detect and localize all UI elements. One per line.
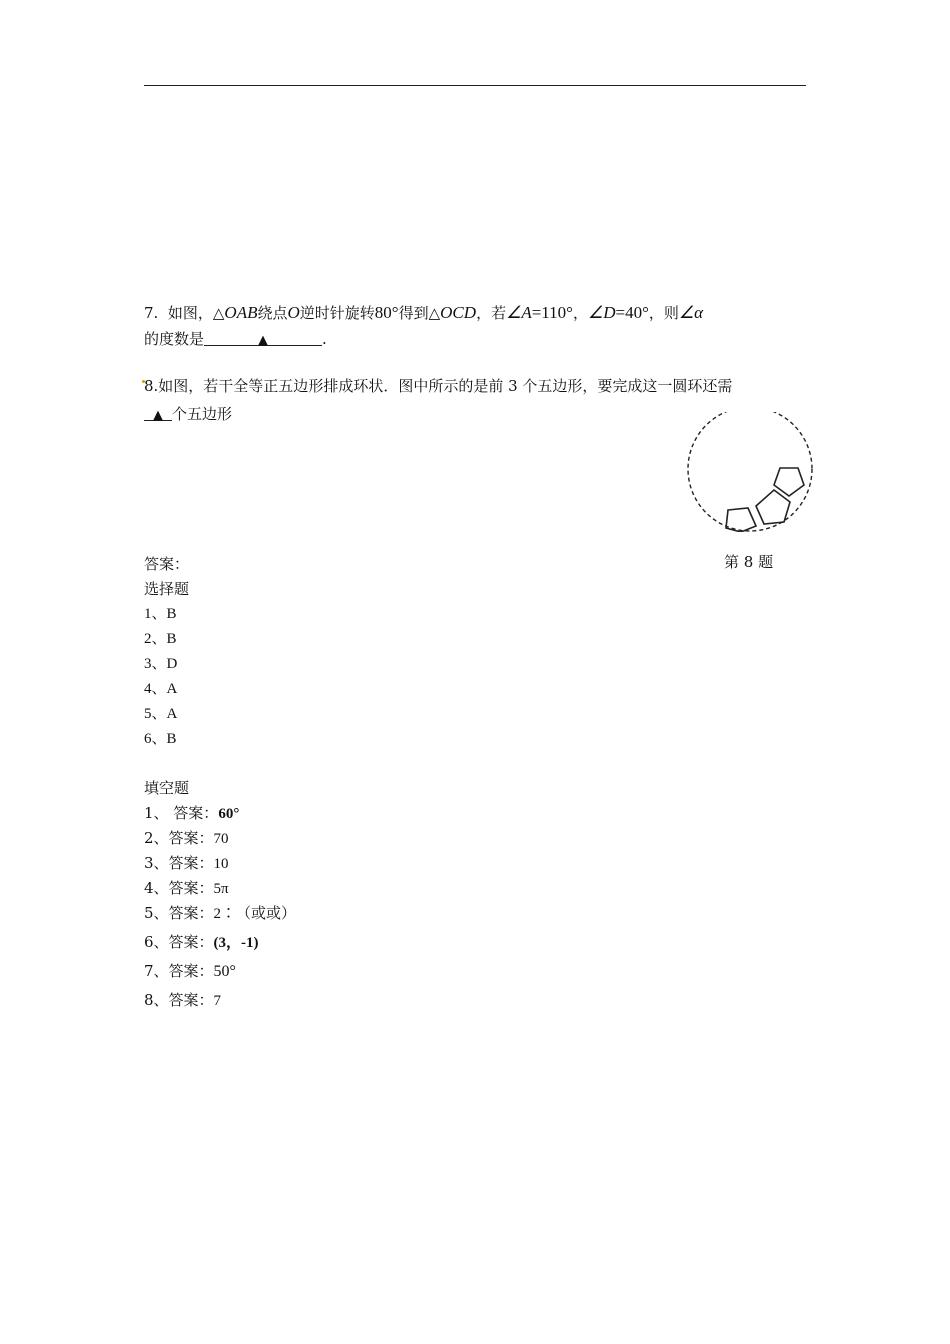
- q7-text: 得到: [398, 304, 429, 322]
- figure-caption: 第 8 题: [724, 553, 774, 571]
- fill-answer-value: 2∶（或或）: [213, 906, 297, 922]
- rotation-angle: 80°: [374, 303, 399, 322]
- q7-line-1: [144, 303, 703, 323]
- fill-answer-value: (3，-1): [213, 935, 259, 951]
- fill-answer: [144, 803, 239, 824]
- q7-text: 逆时针旋转: [299, 304, 375, 322]
- answer-blank[interactable]: [204, 329, 322, 346]
- choice-answer: 3、D: [144, 656, 178, 672]
- pentagon-3: [726, 508, 756, 532]
- q7-text: ，则: [648, 304, 679, 322]
- angle-a: ∠A: [506, 303, 532, 322]
- triangle-mark-icon: ▲: [153, 408, 163, 423]
- q8-text: 个五边形: [172, 405, 233, 423]
- q8-line-1: 8.如图，若干全等正五边形排成环状．图中所示的是前 3 个五边形，要完成这一圆环还需: [144, 377, 733, 395]
- fill-answer-prefix: 2、答案：: [144, 829, 214, 847]
- answers-heading: 答案：: [144, 555, 190, 573]
- angle-d-value: =40°: [615, 303, 649, 322]
- fill-answer: [144, 828, 229, 849]
- fill-answer-value: 70: [213, 831, 229, 847]
- choice-answer: 1、B: [144, 606, 177, 622]
- triangle-ocd: OCD: [440, 303, 477, 322]
- pentagon-1: [774, 468, 804, 496]
- fill-answer-prefix: 7、答案：: [144, 962, 214, 980]
- triangle-symbol: △: [428, 304, 441, 322]
- choice-answer: 5、A: [144, 706, 178, 722]
- fill-answer: [144, 853, 229, 874]
- fill-heading: 填空题: [144, 779, 190, 797]
- answer-blank[interactable]: [144, 404, 172, 421]
- fill-answer: [144, 878, 229, 899]
- choice-answer: 2、B: [144, 631, 177, 647]
- header-rule: [144, 85, 806, 86]
- angle-a-value: =110°: [531, 303, 573, 322]
- angle-alpha: ∠α: [678, 303, 704, 322]
- choice-answer: 4、A: [144, 681, 178, 697]
- fill-answer-prefix: 8、答案：: [144, 991, 214, 1009]
- fill-answer-value: 10: [213, 856, 229, 872]
- q7-text: .: [322, 330, 327, 348]
- fill-answer-value: 5π: [213, 881, 229, 897]
- triangle-oab: OAB: [224, 303, 258, 322]
- q7-text: 的度数是: [144, 330, 205, 348]
- fill-answer-prefix: 5、答案：: [144, 904, 214, 922]
- triangle-mark-icon: ▲: [258, 333, 269, 348]
- q7-number: 7.: [144, 304, 159, 322]
- fill-answer-prefix: 1、 答案：: [144, 804, 219, 822]
- choice-answer: 6、B: [144, 731, 177, 747]
- fill-answer: [144, 903, 296, 924]
- fill-answer-prefix: 6、答案：: [144, 933, 214, 951]
- q7-text: ，若: [476, 304, 507, 322]
- fill-answer: [144, 990, 221, 1011]
- fill-answer-prefix: 4、答案：: [144, 879, 214, 897]
- point-o: O: [287, 303, 300, 322]
- fill-answer-value: 50°: [213, 963, 236, 980]
- q7-text: ，: [572, 304, 588, 322]
- pentagon-2: [756, 490, 790, 524]
- q8-line-2: [144, 404, 232, 424]
- pentagon-ring-figure: [684, 412, 824, 532]
- choice-heading: 选择题: [144, 580, 190, 598]
- fill-answer: [144, 961, 236, 982]
- triangle-symbol: △: [212, 304, 225, 322]
- fill-answer-prefix: 3、答案：: [144, 854, 214, 872]
- angle-d: ∠D: [587, 303, 616, 322]
- fill-answer-value: 60°: [218, 806, 240, 822]
- q7-text: 绕点: [257, 304, 288, 322]
- q7-text: 如图，: [167, 304, 213, 322]
- fill-answer-value: 7: [213, 993, 222, 1009]
- q7-line-2: [144, 329, 327, 349]
- fill-answer: [144, 932, 259, 953]
